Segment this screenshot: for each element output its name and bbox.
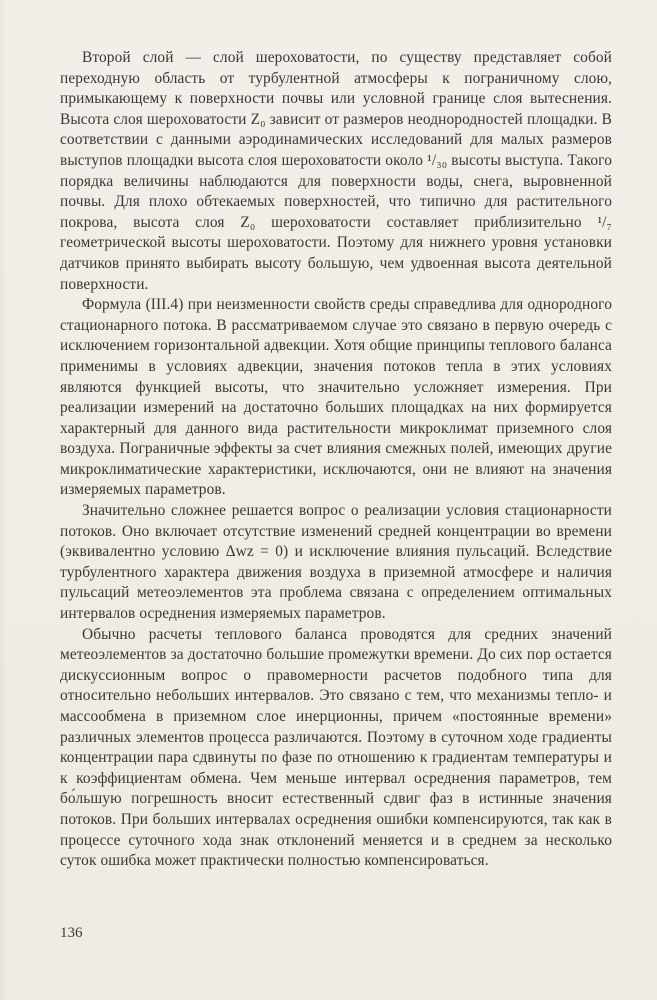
paragraph-stationarity: Значительно сложнее решается вопрос о реализации условия стационарности потоков. Оно включает отсутствие изменений средней концентрации во времени (эквивалентно условию Δwz = 0) и исключение влияния пульсаций. Вследствие турбулентного характера движения воздуха в приземной атмосфере и наличия пульсаций метеоэлементов эта проблема связана с определением оптимальных интервалов осреднения измеряемых параметров. xyxy=(60,502,612,623)
paragraph-averaging-intervals: Обычно расчеты теплового баланса проводятся для средних значений метеоэлементов за достаточно большие промежутки времени. До сих пор остается дискуссионным вопрос о правомерности расчетов подобного типа для относительно небольших интервалов. Это связано с тем, что механизмы тепло- и массообмена в приземном слое инерционны, причем «постоянные времени» различных элементов процесса различаются. Поэтому в суточном ходе градиенты концентрации пара сдвинуты по фазе по отношению к градиентам температуры и к коэффициентам обмена. Чем меньше интервал осреднения параметров, тем бо́льшую погрешность вносит естественный сдвиг фаз в истинные значения потоков. При больших интервалах осреднения ошибки компенсируются, так как в процессе суточного хода знак отклонений меняется и в среднем за несколько суток ошибка может практически полностью компенсироваться. xyxy=(60,625,612,870)
body-text xyxy=(60,48,612,872)
paragraph-formula-conditions: Формула (III.4) при неизменности свойств среды справедлива для однородного стационарного потока. В рассматриваемом случае это связано в первую очередь с исключением горизонтальной адвекции. Хотя общие принципы теплового баланса применимы в условиях адвекции, значения потоков тепла в этих условиях являются функцией высоты, что значительно усложняет измерения. При реализации измерений на достаточно больших площадках на них формируется характерный для данного вида растительности микроклимат приземного слоя воздуха. Пограничные эффекты за счет влияния смежных полей, имеющих другие микроклиматические характеристики, исключаются, они не влияют на значения измеряемых параметров. xyxy=(60,296,612,499)
paragraph-roughness-layer: Второй слой — слой шероховатости, по существу представляет собой переходную область от турбулентной атмосферы к пограничному слою, примыкающему к поверхности почвы или условной границе слоя вытеснения. Высота слоя шероховатости Z₀ зависит от размеров неоднородностей площадки. В соответствии с данными аэродинамических исследований для малых размеров выступов площадки высота слоя шероховатости около ¹/₃₀ высоты выступа. Такого порядка величины наблюдаются для поверхности воды, снега, выровненной почвы. Для плохо обтекаемых поверхностей, что типично для растительного покрова, высота слоя Z₀ шероховатости составляет приблизительно ¹/₇ геометрической высоты шероховатости. Поэтому для нижнего уровня установки датчиков принято выбирать высоту большую, чем удвоенная высота деятельной поверхности. xyxy=(60,49,612,293)
scan-edge-shadow xyxy=(0,0,6,1000)
page-number: 136 xyxy=(60,925,83,941)
